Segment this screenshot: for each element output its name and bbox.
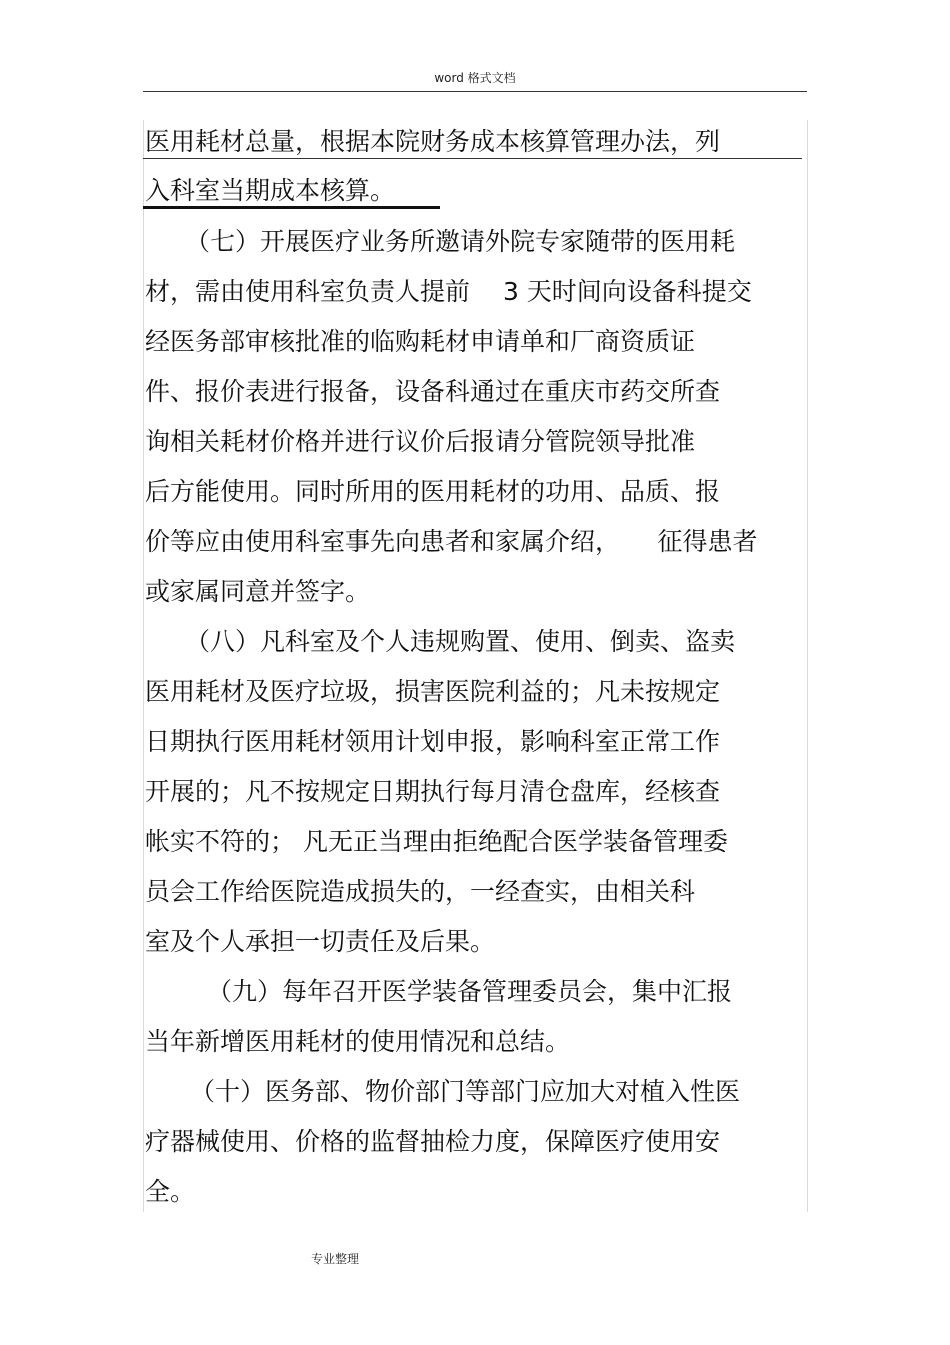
paragraph-9-start: （九）每年召开医学装备管理委员会，集中汇报 — [207, 977, 733, 1006]
text-line: 经医务部审核批准的临购耗材申请单和厂商资质证 — [145, 327, 696, 356]
text-line: 后方能使用。同时所用的医用耗材的功用、品质、报 — [145, 477, 721, 506]
text-line: 材，需由使用科室负责人提前 3 天时间向设备科提交 — [145, 277, 752, 306]
text-line: 询相关耗材价格并进行议价后报请分管院领导批准 — [145, 427, 696, 456]
text-divider — [143, 158, 802, 159]
text-line: 疗器械使用、价格的监督抽检力度，保障医疗使用安 — [145, 1127, 721, 1156]
header-divider — [143, 91, 807, 92]
paragraph-10-start: （十）医务部、物价部门等部门应加大对植入性医 — [190, 1077, 741, 1106]
text-line: 全。 — [145, 1177, 196, 1206]
text-line: 帐实不符的； 凡无正当理由拒绝配合医学装备管理委 — [145, 827, 728, 856]
text-line: 员会工作给医院造成损失的，一经查实，由相关科 — [145, 877, 696, 906]
paragraph-8-start: （八）凡科室及个人违规购置、使用、倒卖、盗卖 — [185, 627, 736, 656]
text-line: 医用耗材及医疗垃圾，损害医院利益的；凡未按规定 — [145, 677, 721, 706]
paragraph-7-start: （七）开展医疗业务所邀请外院专家随带的医用耗 — [185, 227, 736, 256]
text-line: 件、报价表进行报备，设备科通过在重庆市药交所查 — [145, 377, 721, 406]
text-line: 当年新增医用耗材的使用情况和总结。 — [145, 1027, 571, 1056]
text-line: 或家属同意并签字。 — [145, 577, 371, 606]
text-line: 入科室当期成本核算。 — [145, 176, 396, 205]
text-line: 室及个人承担一切责任及后果。 — [145, 927, 496, 956]
text-line: 开展的；凡不按规定日期执行每月清仓盘库，经核查 — [145, 777, 721, 806]
page-header: word 格式文档 — [434, 71, 516, 85]
text-line: 医用耗材总量，根据本院财务成本核算管理办法，列 — [145, 127, 721, 156]
page-footer: 专业整理 — [311, 1252, 360, 1266]
text-line: 价等应由使用科室事先向患者和家属介绍， 征得患者 — [145, 527, 758, 556]
text-line: 日期执行医用耗材领用计划申报，影响科室正常工作 — [145, 727, 721, 756]
